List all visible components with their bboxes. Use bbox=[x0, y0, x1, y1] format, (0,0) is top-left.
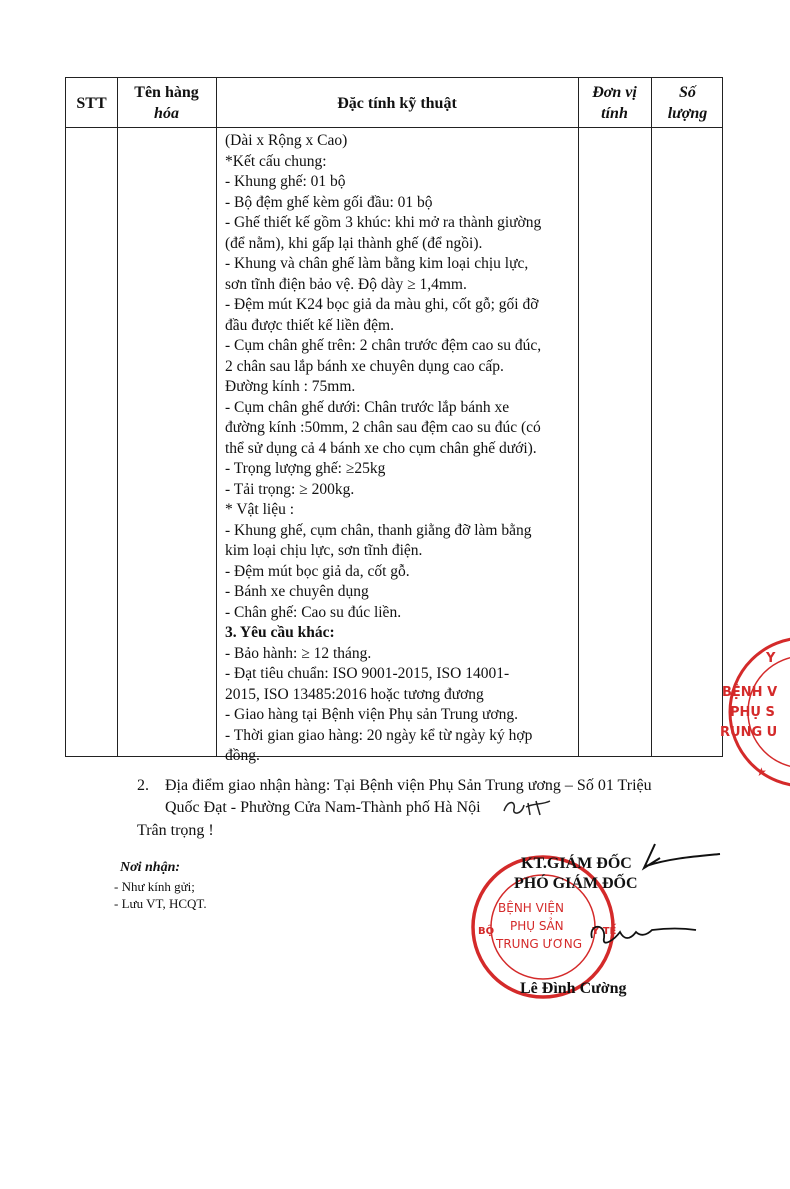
spec-line: 2015, ISO 13485:2016 hoặc tương đương bbox=[225, 685, 484, 703]
spec-line: - Khung ghế: 01 bộ bbox=[225, 173, 346, 190]
header-dac-tinh-ky-thuat: Đặc tính kỹ thuật bbox=[337, 94, 457, 112]
header-don-vi-line1: Đơn vị bbox=[592, 84, 637, 101]
edge-seal-top: Y bbox=[766, 651, 776, 666]
signature-title-2: PHÓ GIÁM ĐỐC bbox=[514, 875, 638, 892]
signer-name: Lê Đình Cường bbox=[520, 980, 627, 997]
column-divider bbox=[117, 78, 118, 756]
spec-line: - Ghế thiết kế gồm 3 khúc: khi mở ra thành giường bbox=[225, 214, 542, 231]
spec-line: - Khung ghế, cụm chân, thanh giằng đỡ làm bằng bbox=[225, 521, 532, 539]
header-ten-hang-hoa-line1: Tên hàng bbox=[134, 84, 199, 101]
spec-line: (Dài x Rộng x Cao) bbox=[225, 132, 348, 149]
spec-line: - Bảo hành: ≥ 12 tháng. bbox=[225, 644, 372, 662]
header-stt: STT bbox=[76, 94, 107, 112]
spec-line: - Bộ đệm ghế kèm gối đầu: 01 bộ bbox=[225, 193, 433, 211]
spec-line: - Khung và chân ghế làm bằng kim loại chịu lực, bbox=[225, 255, 529, 272]
handwritten-signature-icon bbox=[560, 840, 730, 960]
specification-table bbox=[65, 77, 723, 764]
spec-line: - Đệm mút bọc giả da, cốt gỗ. bbox=[225, 562, 410, 580]
column-divider bbox=[216, 78, 217, 756]
spec-line: - Trọng lượng ghế: ≥25kg bbox=[225, 460, 386, 477]
spec-line: - Tải trọng: ≥ 200kg. bbox=[225, 480, 355, 498]
edge-seal-line2: PHỤ S bbox=[730, 705, 775, 720]
spec-line: thể sử dụng cả 4 bánh xe cho cụm chân ghế dưới). bbox=[225, 439, 537, 457]
spec-line: - Đạt tiêu chuẩn: ISO 9001-2015, ISO 14001- bbox=[225, 665, 510, 682]
delivery-location-line2: Quốc Đạt - Phường Cửa Nam-Thành phố Hà Nội bbox=[165, 799, 481, 816]
spec-line: - Đệm mút K24 bọc giả da màu ghi, cốt gỗ; gối đỡ bbox=[225, 296, 539, 313]
header-so-luong-line1: Số bbox=[679, 84, 696, 101]
initials-mark-icon bbox=[500, 795, 558, 821]
svg-text:★: ★ bbox=[756, 765, 767, 779]
seal-line3: TRUNG ƯƠNG bbox=[496, 937, 583, 951]
header-ten-hang-hoa bbox=[117, 78, 216, 128]
header-so-luong bbox=[651, 78, 724, 128]
spec-line: - Thời gian giao hàng: 20 ngày kể từ ngày ký hợp bbox=[225, 726, 533, 744]
spec-line: đồng. bbox=[225, 747, 260, 764]
header-don-vi-line2: tính bbox=[601, 105, 628, 122]
spec-line: đầu được thiết kế liền đệm. bbox=[225, 316, 394, 334]
spec-line: kim loại chịu lực, sơn tĩnh điện. bbox=[225, 542, 423, 559]
spec-line: * Vật liệu : bbox=[225, 501, 295, 518]
spec-line: (để nằm), khi gấp lại thành ghế (để ngồi). bbox=[225, 234, 483, 252]
header-ten-hang-hoa-line2: hóa bbox=[154, 105, 179, 122]
spec-line: - Cụm chân ghế dưới: Chân trước lắp bánh xe bbox=[225, 398, 510, 416]
spec-line: 3. Yêu cầu khác: bbox=[225, 624, 335, 641]
spec-line: - Cụm chân ghế trên: 2 chân trước đệm cao su đúc, bbox=[225, 337, 542, 354]
spec-line: - Giao hàng tại Bệnh viện Phụ sản Trung ương. bbox=[225, 706, 519, 723]
recipient-item: - Như kính gửi; bbox=[114, 879, 195, 894]
recipients-title: Nơi nhận: bbox=[120, 860, 181, 875]
edge-seal-line1: BỆNH V bbox=[722, 685, 778, 700]
edge-seal-icon bbox=[712, 632, 790, 792]
seal-ring-left: BỘ bbox=[478, 926, 495, 937]
header-so-luong-line2: lượng bbox=[667, 105, 708, 122]
seal-line1: BỆNH VIỆN bbox=[498, 901, 564, 915]
spec-line: sơn tĩnh điện bảo vệ. Độ dày ≥ 1,4mm. bbox=[225, 275, 467, 293]
header-don-vi-tinh bbox=[578, 78, 651, 128]
spec-cell bbox=[225, 131, 580, 767]
column-divider bbox=[651, 78, 652, 756]
spec-line: *Kết cấu chung: bbox=[225, 152, 327, 170]
spec-line: Đường kính : 75mm. bbox=[225, 378, 356, 395]
spec-line: đường kính :50mm, 2 chân sau đệm cao su đúc (có bbox=[225, 419, 541, 436]
recipient-item: - Lưu VT, HCQT. bbox=[114, 896, 207, 911]
delivery-location-line1: Địa điểm giao nhận hàng: Tại Bệnh viện Phụ Sản Trung ương – Số 01 Triệu bbox=[165, 777, 652, 794]
edge-seal-line3: RUNG U bbox=[720, 725, 778, 740]
spec-line: 2 chân sau lắp bánh xe chuyên dụng cao cấp. bbox=[225, 357, 504, 375]
spec-line: - Bánh xe chuyên dụng bbox=[225, 583, 369, 600]
spec-line: - Chân ghế: Cao su đúc liền. bbox=[225, 603, 402, 621]
closing-text: Trân trọng ! bbox=[137, 822, 214, 839]
item-number: 2. bbox=[137, 777, 149, 794]
signature-title-1: KT.GIÁM ĐỐC bbox=[521, 855, 632, 872]
seal-ring-right: Y TẾ bbox=[592, 926, 617, 937]
seal-line2: PHỤ SẢN bbox=[510, 919, 564, 933]
